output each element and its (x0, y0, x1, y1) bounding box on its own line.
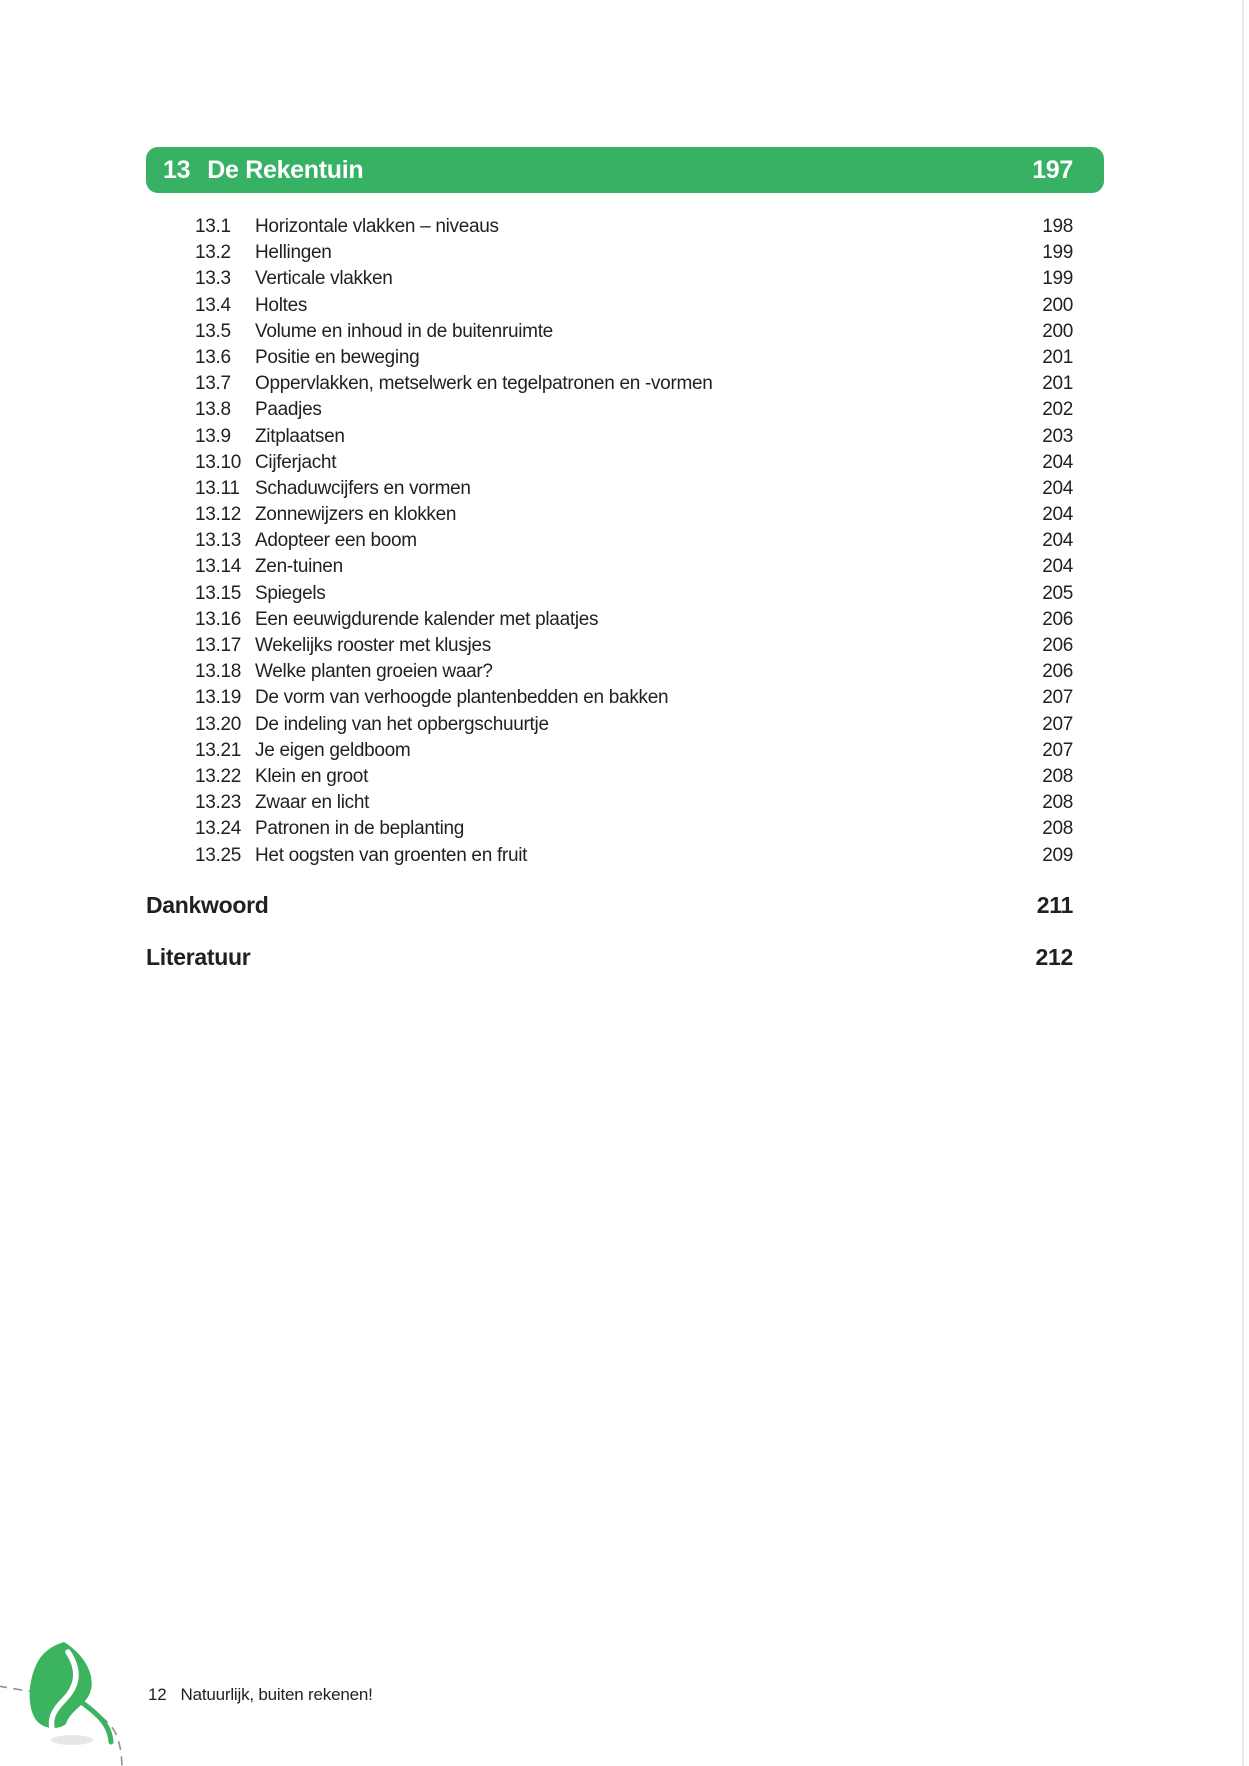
toc-entry (195, 293, 1073, 319)
toc-entry-number: 13.20 (195, 713, 242, 735)
toc-entry-number: 13.22 (195, 765, 242, 787)
toc-entry-page: 208 (1042, 765, 1073, 787)
chapter-header-bar (146, 147, 1104, 193)
toc-entry-number: 13.8 (195, 399, 231, 421)
toc-entry (195, 633, 1073, 659)
toc-entry-number: 13.2 (195, 242, 231, 264)
toc-entry-title: Cijferjacht (255, 451, 337, 473)
toc-entry-title: Holtes (255, 294, 308, 316)
toc-entry-title: Zwaar en licht (255, 792, 370, 814)
toc-entry-page: 204 (1042, 504, 1073, 526)
toc-entry-page: 204 (1042, 451, 1073, 473)
back-matter-page: 211 (1036, 892, 1073, 918)
back-matter-title: Dankwoord (146, 892, 269, 918)
toc-entry (195, 528, 1073, 554)
toc-entry-number: 13.10 (195, 451, 242, 473)
toc-entry-page: 198 (1042, 216, 1073, 237)
toc-entry-title: Wekelijks rooster met klusjes (255, 635, 491, 656)
chapter-title: De Rekentuin (207, 155, 364, 184)
toc-entry (195, 659, 1073, 685)
toc-entry-number: 13.18 (195, 661, 242, 683)
toc-entry-number: 13.11 (195, 477, 240, 499)
toc-entry-title: Zonnewijzers en klokken (255, 504, 457, 526)
toc-entry-page: 201 (1042, 373, 1073, 395)
toc-entry-page: 201 (1042, 346, 1073, 368)
toc-entry (195, 214, 1073, 240)
toc-entry (195, 371, 1073, 397)
toc-entry-title: Zitplaatsen (255, 425, 345, 447)
toc-entry-title: Positie en beweging (255, 346, 420, 368)
toc-entry-number: 13.14 (195, 556, 242, 578)
toc-entry-page: 199 (1042, 242, 1073, 264)
toc-entry-page: 208 (1042, 818, 1073, 840)
toc-entry-title: Verticale vlakken (255, 268, 393, 290)
toc-entry-page: 204 (1042, 530, 1073, 552)
toc-entry (195, 397, 1073, 423)
toc-entry-page: 203 (1042, 425, 1073, 447)
toc-entry-page: 208 (1042, 792, 1073, 814)
toc-entry-page: 200 (1042, 320, 1073, 342)
toc-entry-number: 13.13 (195, 530, 242, 552)
toc-entry-title: Klein en groot (255, 765, 369, 787)
back-matter-title: Literatuur (146, 944, 251, 970)
leaf-blade (30, 1642, 92, 1728)
toc-entry (195, 240, 1073, 266)
toc-entry (195, 266, 1073, 292)
toc-entry-page: 202 (1042, 399, 1073, 421)
toc-entry-page: 206 (1042, 661, 1073, 683)
toc-entry-page: 205 (1042, 582, 1073, 604)
toc-entry-title: Het oogsten van groenten en fruit (255, 844, 528, 866)
toc-entry-title: Patronen in de beplanting (255, 818, 465, 840)
toc-entry-page: 204 (1042, 556, 1073, 578)
page-scan-edge (1242, 0, 1244, 1766)
toc-entry-title: Hellingen (255, 242, 332, 264)
toc-entry-title: Adopteer een boom (255, 530, 417, 552)
toc-entry (195, 712, 1073, 738)
toc-entry (195, 738, 1073, 764)
toc-entry-title: Welke planten groeien waar? (255, 661, 493, 683)
toc-entry-title: Volume en inhoud in de buitenruimte (255, 320, 553, 342)
toc-entry-number: 13.6 (195, 346, 231, 368)
toc-entry-number: 13.17 (195, 635, 242, 656)
toc-entry-title: Zen-tuinen (255, 556, 343, 578)
toc-entry-title: Je eigen geldboom (255, 739, 411, 761)
toc-entry-page: 209 (1042, 844, 1073, 866)
toc-entry (195, 816, 1073, 842)
toc-entry-number: 13.24 (195, 818, 242, 840)
toc-entry-page: 200 (1042, 294, 1073, 316)
toc-entry (195, 790, 1073, 816)
toc-entry-number: 13.7 (195, 373, 231, 395)
chapter-start-page: 197 (1032, 155, 1073, 184)
toc-entry-number: 13.3 (195, 268, 231, 290)
toc-list (195, 214, 1073, 869)
leaf-stem (84, 1704, 111, 1742)
back-matter-page: 212 (1035, 944, 1073, 970)
toc-entry-number: 13.25 (195, 844, 242, 866)
toc-entry-page: 206 (1042, 635, 1073, 656)
toc-entry (195, 843, 1073, 869)
toc-entry (195, 685, 1073, 711)
toc-entry-number: 13.19 (195, 687, 242, 709)
toc-entry (195, 319, 1073, 345)
toc-entry-title: Oppervlakken, metselwerk en tegelpatronen en -vormen (255, 373, 713, 395)
back-matter-row (146, 892, 1073, 918)
footer (148, 1684, 373, 1706)
toc-entry-title: Paadjes (255, 399, 322, 421)
toc-entry (195, 345, 1073, 371)
toc-entry-number: 13.5 (195, 320, 231, 342)
toc-entry-number: 13.15 (195, 582, 242, 604)
toc-entry-page: 204 (1042, 477, 1073, 499)
toc-entry (195, 554, 1073, 580)
toc-entry-number: 13.1 (195, 216, 231, 237)
toc-entry (195, 502, 1073, 528)
toc-entry (195, 476, 1073, 502)
back-matter-row (146, 944, 1073, 970)
toc-entry-number: 13.12 (195, 504, 242, 526)
toc-entry-number: 13.4 (195, 294, 231, 316)
toc-entry-page: 199 (1042, 268, 1073, 290)
leaf-shadow (51, 1735, 93, 1745)
toc-entry-page: 207 (1042, 687, 1073, 709)
toc-entry-title: De vorm van verhoogde plantenbedden en bakken (255, 687, 669, 709)
toc-entry-number: 13.21 (195, 739, 242, 761)
chapter-number: 13 (163, 155, 191, 184)
toc-entry (195, 450, 1073, 476)
toc-entry-title: De indeling van het opbergschuurtje (255, 713, 549, 735)
toc-entry-title: Een eeuwigdurende kalender met plaatjes (255, 608, 599, 630)
footer-book-title: Natuurlijk, buiten rekenen! (180, 1685, 373, 1704)
toc-entry-title: Schaduwcijfers en vormen (255, 477, 471, 499)
toc-entry-number: 13.16 (195, 608, 242, 630)
toc-entry (195, 607, 1073, 633)
toc-entry-number: 13.9 (195, 425, 231, 447)
toc-entry-page: 207 (1042, 713, 1073, 735)
toc-entry (195, 764, 1073, 790)
toc-entry-page: 207 (1042, 739, 1073, 761)
toc-entry-number: 13.23 (195, 792, 242, 814)
toc-entry (195, 424, 1073, 450)
footer-page-number: 12 (148, 1685, 167, 1704)
toc-entry-title: Spiegels (255, 582, 326, 604)
toc-entry-title: Horizontale vlakken – niveaus (255, 216, 499, 237)
toc-entry-page: 206 (1042, 608, 1073, 630)
toc-entry (195, 581, 1073, 607)
